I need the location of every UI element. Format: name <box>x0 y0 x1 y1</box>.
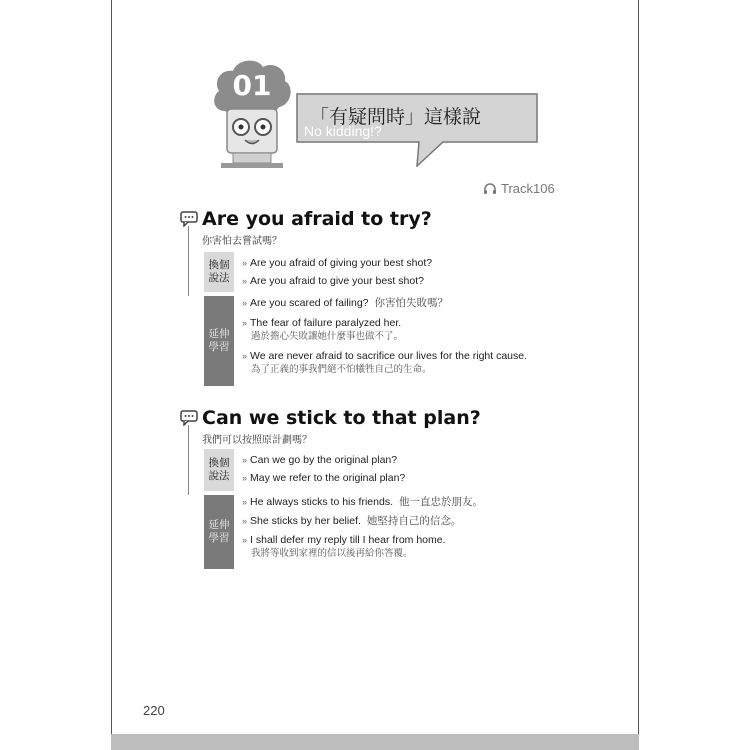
section-header <box>180 407 600 429</box>
alternatives-block <box>204 449 405 491</box>
phrase-translation: 你害怕去嘗試嗎？ <box>202 236 282 247</box>
track-label <box>483 181 555 196</box>
phrase-translation: 我們可以按照原計劃嗎？ <box>202 435 312 446</box>
extension-translation: 過於擔心失敗讓她什麼事也做不了。 <box>251 331 404 342</box>
extensions-tag: 延伸 學習 <box>204 296 234 386</box>
track-number: Track106 <box>501 181 555 196</box>
extension-translation: 我將等收到家裡的信以後再給你答覆。 <box>251 548 413 559</box>
divider-line <box>188 425 189 495</box>
lesson-number: 01 <box>232 69 272 102</box>
bottom-bar <box>111 734 639 750</box>
headphones-icon <box>483 182 497 195</box>
character-face-icon <box>219 107 285 169</box>
alternatives-tag: 換個 說法 <box>204 252 234 292</box>
extension-translation: 為了正義的事我們絕不怕犧牲自己的生命。 <box>251 364 432 375</box>
extension-line: » Are you scared of failing? 你害怕失敗嗎？ <box>242 297 448 309</box>
extensions-block <box>204 296 527 386</box>
alternatives-tag: 換個 說法 <box>204 449 234 491</box>
page-number: 220 <box>143 703 165 718</box>
extension-line: » I shall defer my reply till I hear from home. <box>242 534 446 546</box>
chat-bubble-icon <box>180 410 198 426</box>
alternative-line: » Can we go by the original plan? <box>242 454 398 466</box>
lesson-title: 「有疑問時」這樣說 <box>310 106 482 128</box>
alternative-line: » Are you afraid of giving your best shot? <box>242 257 433 269</box>
alternative-line: » Are you afraid to give your best shot? <box>242 275 424 287</box>
extension-line: » He always sticks to his friends. 他一直忠於朋友。 <box>242 496 483 508</box>
phrase-section-2 <box>180 407 600 559</box>
alternative-line: » May we refer to the original plan? <box>242 472 406 484</box>
lesson-subtitle: No kidding!? <box>304 123 382 139</box>
divider-line <box>188 226 189 296</box>
phrase-title: Can we stick to that plan? <box>202 407 481 429</box>
alternatives-block <box>204 252 432 292</box>
extension-line: » The fear of failure paralyzed her. <box>242 317 402 329</box>
extensions-tag: 延伸 學習 <box>204 495 234 569</box>
extension-line: » She sticks by her belief. 她堅持自己的信念。 <box>242 515 462 527</box>
section-header <box>180 208 600 230</box>
extension-line: » We are never afraid to sacrifice our lives for the right cause. <box>242 350 528 362</box>
chat-bubble-icon <box>180 211 198 227</box>
phrase-section-1 <box>180 208 600 375</box>
extensions-block <box>204 495 483 569</box>
lesson-badge <box>211 55 293 170</box>
phrase-title: Are you afraid to try? <box>202 208 432 230</box>
